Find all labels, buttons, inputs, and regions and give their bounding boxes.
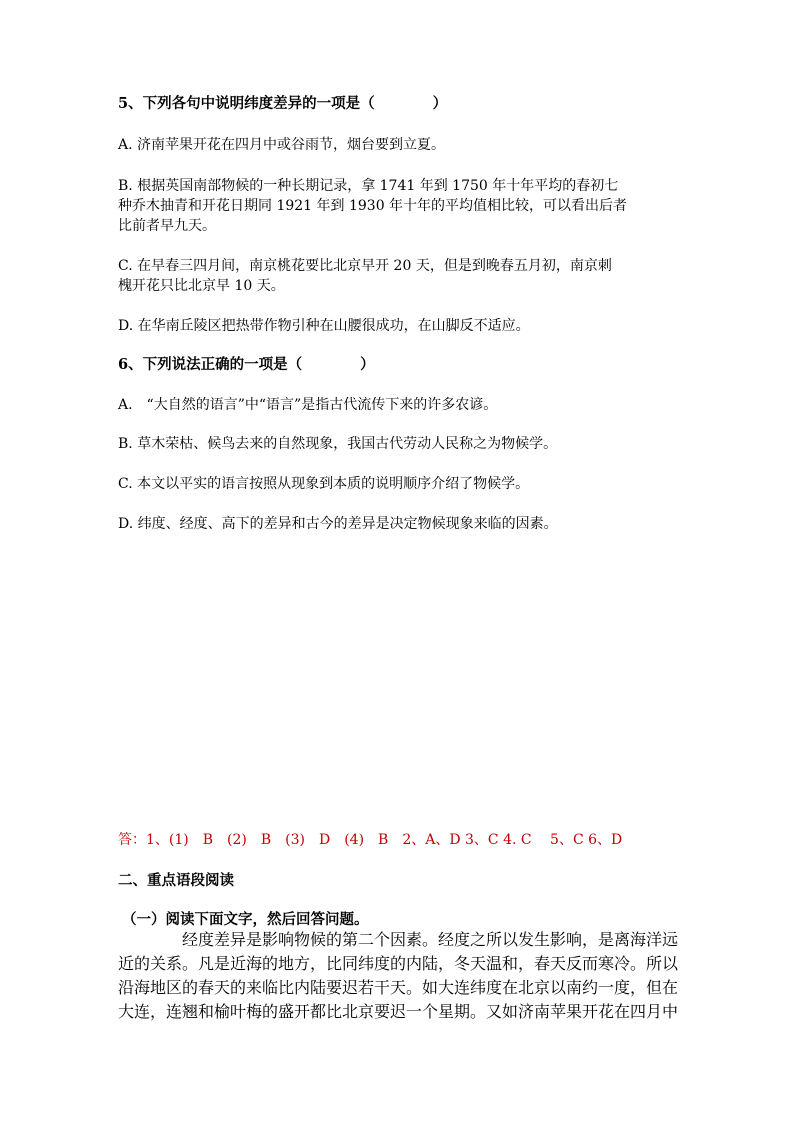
question-5-option-b-line-1: B. 根据英国南部物候的一种长期记录，拿 1741 年到 1750 年十年平均的春初七 [118, 178, 619, 194]
question-5-option-c-line-2: 槐开花只比北京早 10 天。 [118, 278, 285, 294]
passage-line-2: 近的关系。凡是近海的地方，比同纬度的内陆，冬天温和，春天反而寒冷。所以 [118, 954, 679, 973]
question-5-option-b-line-2: 种乔木抽青和开花日期同 1921 年到 1930 年十年的平均值相比较，可以看出后者 [118, 198, 628, 214]
question-6-option-a: A. “大自然的语言”中“语言”是指古代流传下来的许多农谚。 [118, 397, 498, 413]
question-6-option-d: D. 纬度、经度、高下的差异和古今的差异是决定物候现象来临的因素。 [118, 516, 558, 532]
question-6-title: 6、下列说法正确的一项是（ ） [118, 356, 375, 373]
reading-passage-heading: （一）阅读下面文字，然后回答问题。 [122, 911, 369, 928]
question-5-option-c-line-1: C. 在早春三四月间，南京桃花要比北京早开 20 天，但是到晚春五月初，南京刺 [118, 258, 612, 274]
question-5-option-d: D. 在华南丘陵区把热带作物引种在山腰很成功，在山脚反不适应。 [118, 318, 530, 334]
passage-line-3: 沿海地区的春天的来临比内陆要迟若干天。如大连纬度在北京以南约一度，但在 [118, 978, 679, 997]
question-6-option-c: C. 本文以平实的语言按照从现象到本质的说明顺序介绍了物候学。 [118, 476, 530, 492]
question-5-option-a: A. 济南苹果开花在四月中或谷雨节，烟台要到立夏。 [118, 137, 446, 153]
passage-line-1: 经度差异是影响物候的第二个因素。经度之所以发生影响，是离海洋远 [118, 930, 679, 949]
section-heading: 二、重点语段阅读 [118, 872, 234, 889]
question-5-title: 5、下列各句中说明纬度差异的一项是（ ） [118, 95, 448, 112]
question-6-option-b: B. 草木荣枯、候鸟去来的自然现象，我国古代劳动人民称之为物候学。 [118, 436, 558, 452]
question-5-option-b-line-3: 比前者早九天。 [118, 218, 216, 234]
passage-line-4: 大连，连翘和榆叶梅的盛开都比北京要迟一个星期。又如济南苹果开花在四月中 [118, 1002, 679, 1021]
answer-key: 答：1、(1) B (2) B (3) D (4) B 2、A、D 3、C 4. C 5、C 6、D [118, 832, 623, 848]
